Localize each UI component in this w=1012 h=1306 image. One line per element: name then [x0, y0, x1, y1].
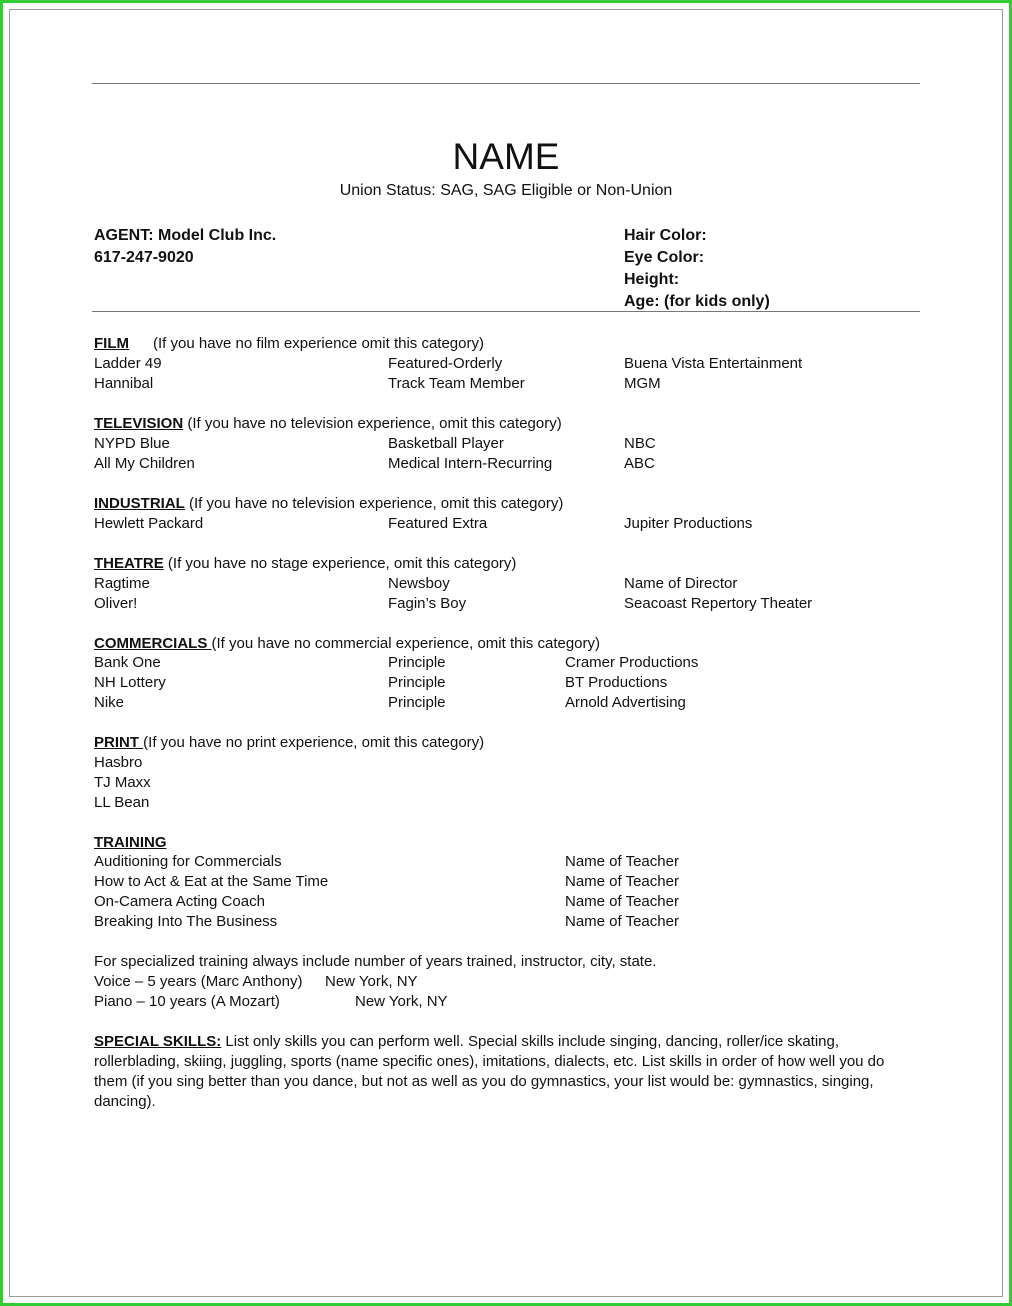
film-title: FILM — [94, 335, 129, 352]
special-skills-paragraph — [94, 1032, 918, 1112]
print-heading — [94, 733, 484, 753]
industrial-heading — [94, 494, 563, 514]
theatre-role-cell: Newsboy — [388, 575, 450, 592]
training-teacher-cell: Name of Teacher — [565, 873, 679, 890]
special-skills-title: SPECIAL SKILLS: — [94, 1033, 222, 1050]
training-teacher-cell: Name of Teacher — [565, 853, 679, 870]
film-note: (If you have no film experience omit this category) — [153, 335, 484, 352]
theatre-venue-cell: Seacoast Repertory Theater — [624, 595, 813, 612]
voice-training-city: New York, NY — [325, 973, 418, 990]
specialized-training-note: For specialized training always include number of years trained, instructor, city, state. — [94, 953, 657, 970]
television-role-cell: Basketball Player — [388, 435, 504, 452]
theatre-show-cell: Ragtime — [94, 575, 150, 592]
television-network-cell: NBC — [624, 435, 656, 452]
training-class-cell: Auditioning for Commercials — [94, 853, 282, 870]
industrial-note: (If you have no television experience, omit this category) — [184, 495, 564, 512]
piano-training: Piano – 10 years (A Mozart) — [94, 993, 280, 1010]
industrial-client-cell: Hewlett Packard — [94, 515, 204, 532]
film-heading — [94, 334, 129, 354]
piano-training-city: New York, NY — [355, 993, 448, 1010]
television-note: (If you have no television experience, omit this category) — [183, 415, 562, 432]
industrial-company-cell: Jupiter Productions — [624, 515, 753, 532]
print-title: PRINT — [94, 734, 144, 751]
training-heading — [94, 833, 167, 853]
voice-training: Voice – 5 years (Marc Anthony) — [94, 973, 303, 990]
film-company-cell: Buena Vista Entertainment — [624, 355, 803, 372]
top-divider — [92, 83, 920, 84]
commercials-role-cell: Principle — [388, 694, 446, 711]
industrial-title: INDUSTRIAL — [94, 495, 185, 512]
agent-line: AGENT: Model Club Inc. — [94, 227, 277, 244]
television-network-cell: ABC — [624, 455, 655, 472]
print-client-item: Hasbro — [94, 754, 143, 771]
commercials-agency-cell: Arnold Advertising — [565, 694, 686, 711]
commercials-agency-cell: Cramer Productions — [565, 654, 699, 671]
print-client-item: LL Bean — [94, 794, 150, 811]
theatre-show-cell: Oliver! — [94, 595, 138, 612]
age-label: Age: (for kids only) — [624, 293, 770, 310]
print-client-item: TJ Maxx — [94, 774, 151, 791]
film-title-cell: Hannibal — [94, 375, 154, 392]
training-teacher-cell: Name of Teacher — [565, 913, 679, 930]
agent-phone: 617-247-9020 — [94, 249, 194, 266]
print-note: (If you have no print experience, omit this category) — [143, 734, 485, 751]
training-teacher-cell: Name of Teacher — [565, 893, 679, 910]
film-company-cell: MGM — [624, 375, 661, 392]
commercials-note: (If you have no commercial experience, omit this category) — [211, 635, 600, 652]
training-class-cell: How to Act & Eat at the Same Time — [94, 873, 329, 890]
theatre-title: THEATRE — [94, 555, 164, 572]
training-title: TRAINING — [94, 834, 167, 851]
special-skills-text: List only skills you can perform well. Special skills include singing, dancing, roller/ice skating, rollerblading, skiing, juggling, sports (name specific ones), imitations, dialects, etc. List skills in order of how well you do them (if you sing better than you dance, but not as well as you do gymnastics, your list would be: gymnastics, singing, dancing). — [94, 1033, 885, 1110]
film-role-cell: Track Team Member — [388, 375, 525, 392]
film-role-cell: Featured-Orderly — [388, 355, 503, 372]
commercials-title: COMMERCIALS — [94, 635, 212, 652]
hair-color-label: Hair Color: — [624, 227, 707, 244]
theatre-note: (If you have no stage experience, omit this category) — [163, 555, 517, 572]
television-heading — [94, 414, 562, 434]
training-class-cell: Breaking Into The Business — [94, 913, 278, 930]
commercials-client-cell: NH Lottery — [94, 674, 166, 691]
actor-name: NAME — [452, 136, 560, 177]
industrial-role-cell: Featured Extra — [388, 515, 488, 532]
eye-color-label: Eye Color: — [624, 249, 705, 266]
theatre-venue-cell: Name of Director — [624, 575, 738, 592]
commercials-role-cell: Principle — [388, 654, 446, 671]
height-label: Height: — [624, 271, 680, 288]
film-title-cell: Ladder 49 — [94, 355, 162, 372]
television-title-cell: NYPD Blue — [94, 435, 170, 452]
commercials-heading — [94, 634, 600, 654]
theatre-heading — [94, 554, 516, 574]
television-title-cell: All My Children — [94, 455, 195, 472]
television-role-cell: Medical Intern-Recurring — [388, 455, 553, 472]
commercials-agency-cell: BT Productions — [565, 674, 668, 691]
commercials-role-cell: Principle — [388, 674, 446, 691]
commercials-client-cell: Bank One — [94, 654, 161, 671]
theatre-role-cell: Fagin’s Boy — [388, 595, 467, 612]
commercials-client-cell: Nike — [94, 694, 125, 711]
training-class-cell: On-Camera Acting Coach — [94, 893, 265, 910]
union-status: Union Status: SAG, SAG Eligible or Non-Union — [339, 182, 673, 199]
television-title: TELEVISION — [94, 415, 184, 432]
header-divider — [92, 311, 920, 312]
